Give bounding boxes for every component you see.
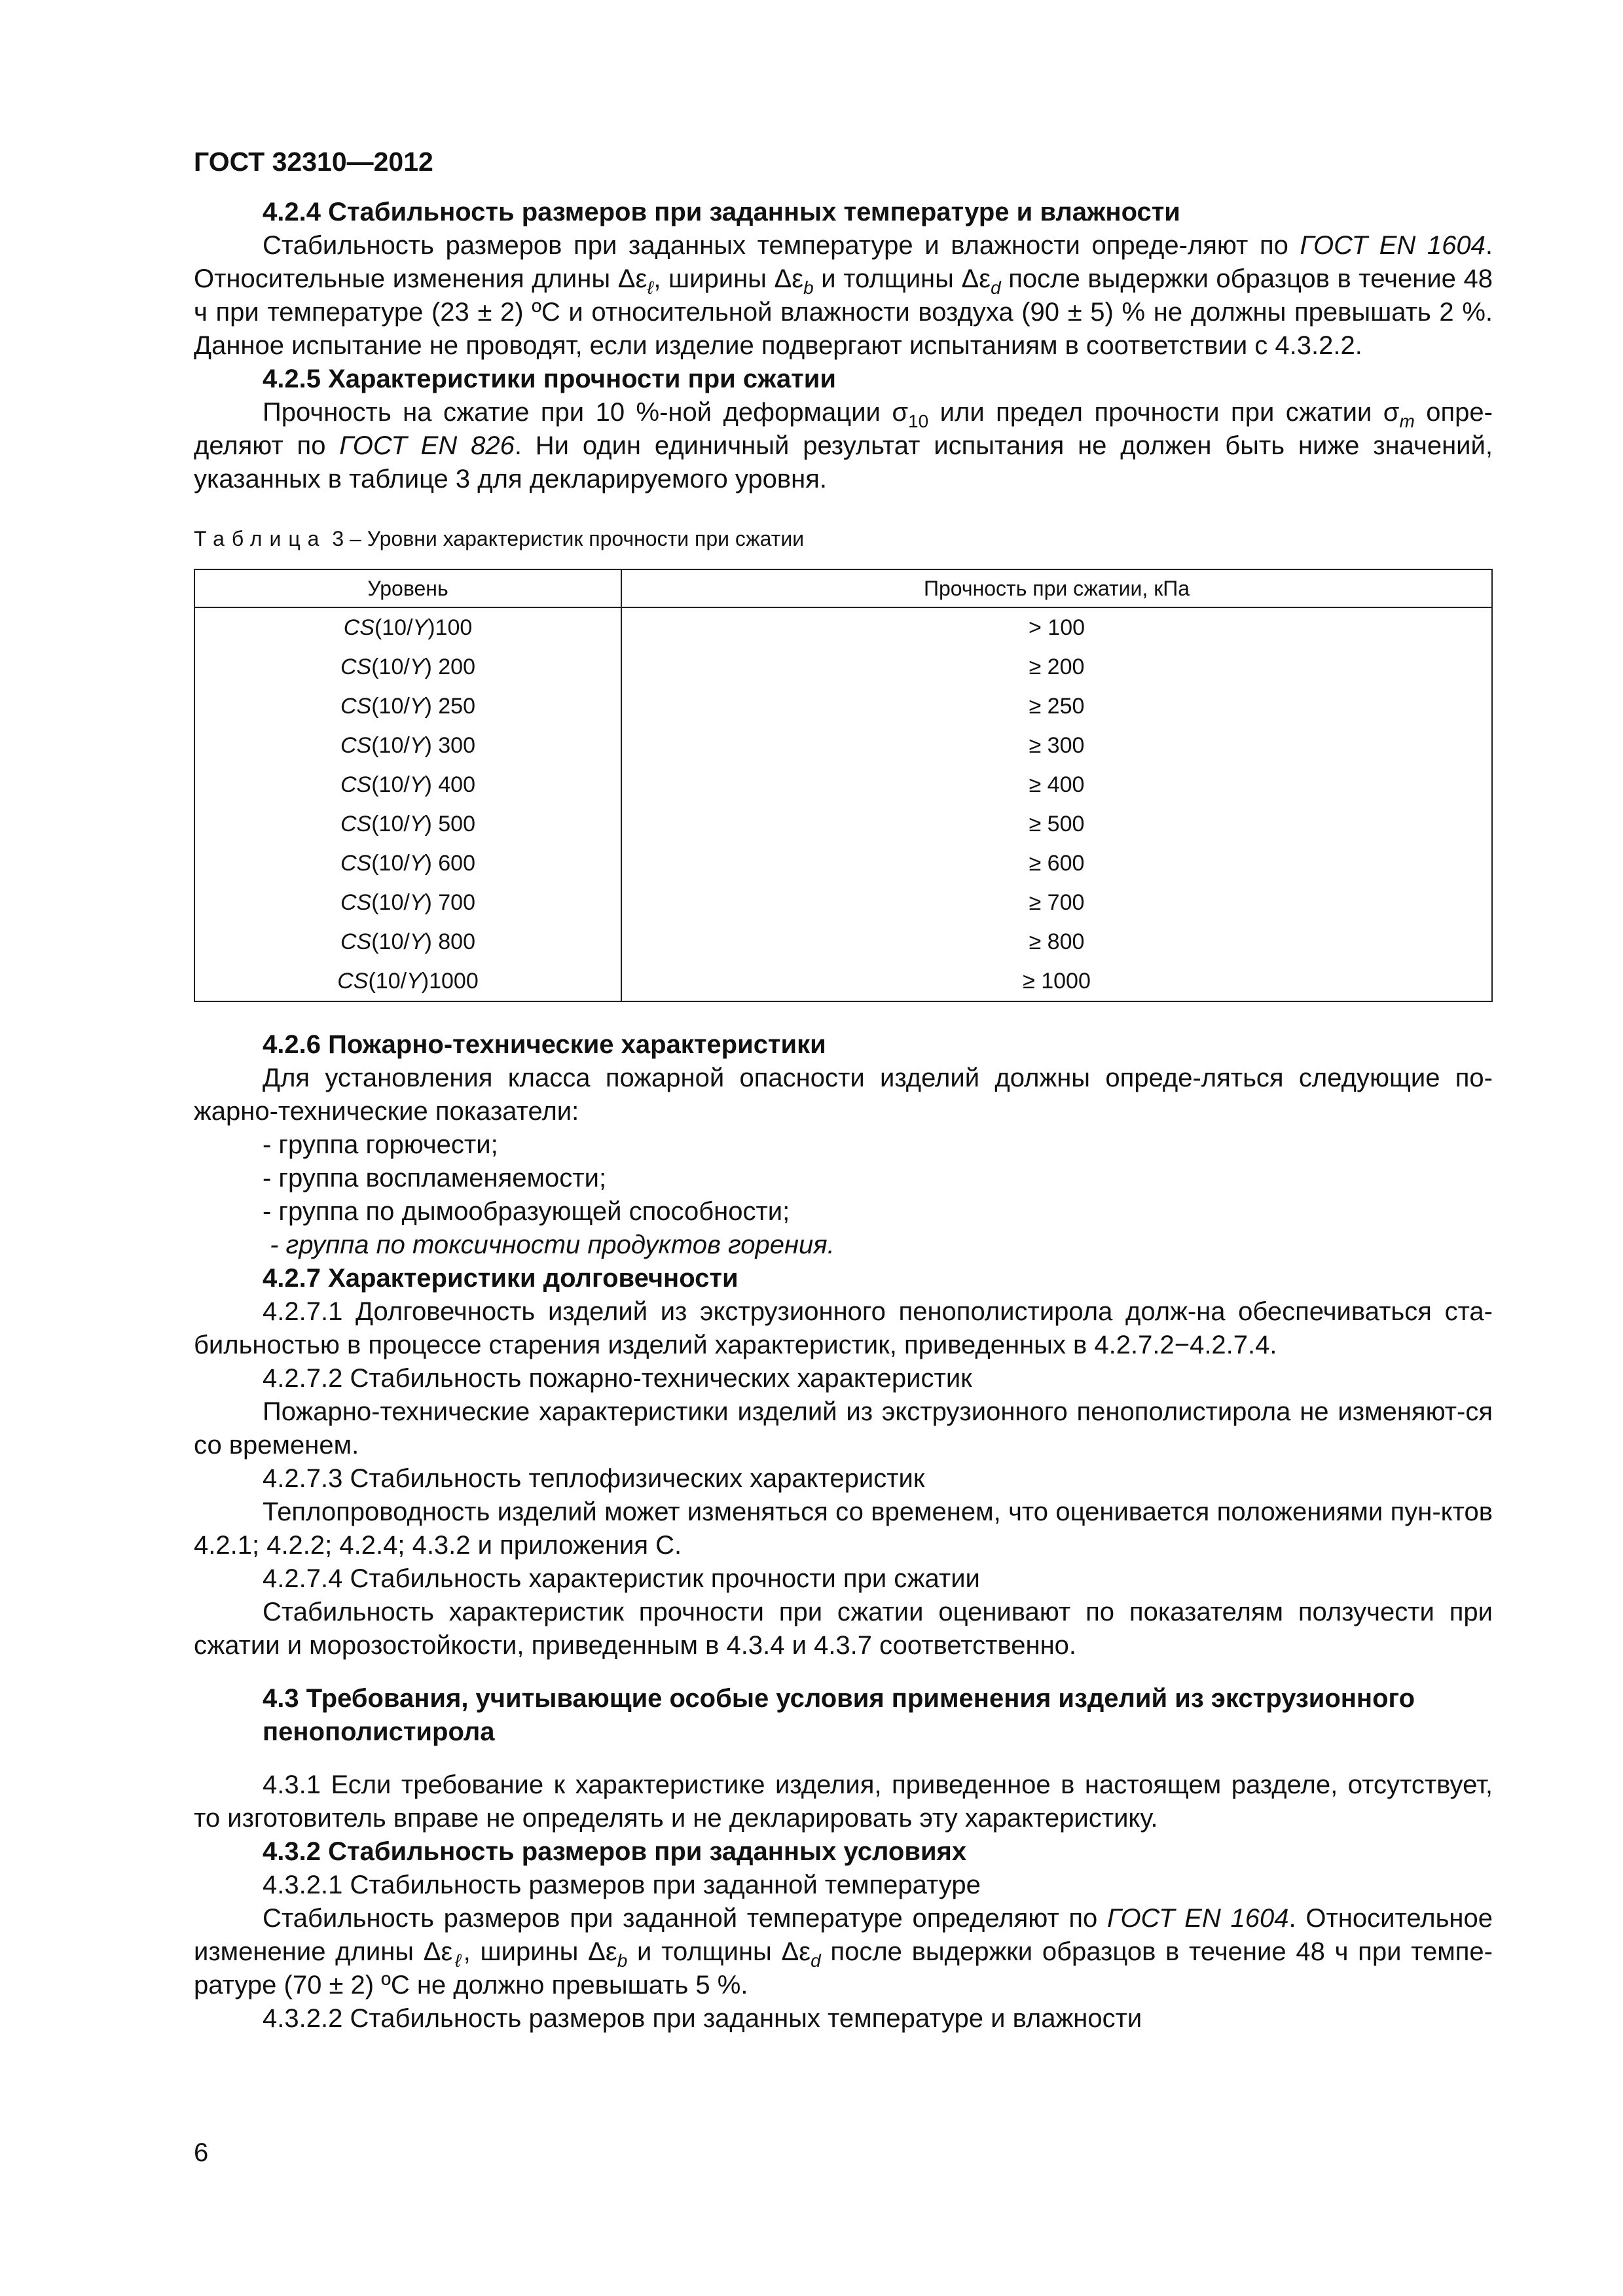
table-row [194,726,1492,765]
table-row [194,961,1492,1001]
standard-header: ГОСТ 32310—2012 [194,147,433,177]
level-cell: CS(10/Y) 800 [194,922,621,961]
delta-epsilon-l-symbol: $\Delta\varepsilon_\ell$ [423,1937,464,1971]
strength-cell: ≥ 400 [621,765,1492,804]
paragraph-4-2-7-3: Теплопроводность изделий может изменяться со временем, что оценивается положениями пун-ктов 4.2.1; 4.2.2; 4.2.4; 4.3.2 и приложения С. [194,1498,1493,1560]
subheading-4-2-7-3: 4.2.7.3 Стабильность теплофизических характеристик [263,1464,925,1493]
level-cell: CS(10/Y)100 [194,607,621,647]
strength-cell: ≥ 500 [621,804,1492,844]
section-4-2-5-heading: 4.2.5 Характеристики прочности при сжатии [263,365,836,393]
strength-cell: ≥ 250 [621,687,1492,726]
section-4-2-4-heading: 4.2.4 Стабильность размеров при заданных температуре и влажности [263,198,1180,226]
delta-epsilon-b-symbol: $\Delta\varepsilon_b$ [774,264,814,298]
table-row [194,687,1492,726]
section-4-3-heading: 4.3 Требования, учитывающие особые условия применения изделий из экструзионного пенополистирола [263,1684,1415,1746]
page-number: 6 [194,2138,209,2167]
list-item: - группа воспламеняемости; [263,1164,607,1193]
table-row [194,765,1492,804]
section-4-2-7-heading: 4.2.7 Характеристики долговечности [263,1264,739,1293]
section-4-2-5-text: Прочность на сжатие при 10 %-ной деформации $\sigma_{10}$ или предел прочности при сжатии $\sigma_m$ опре-деляют по ГОСТ EN 826. Ни один единичный результат испытания не должен быть ниже значений, указанных в таблице 3 для декларируемого уровня. [194,398,1493,493]
list-item: - группа горючести; [263,1130,498,1159]
table-row [194,883,1492,922]
sigma-m-symbol: $\sigma_m$ [1383,398,1415,431]
table-row [194,844,1492,883]
column-header-strength: Прочность при сжатии, кПа [621,569,1492,607]
strength-cell: ≥ 700 [621,883,1492,922]
column-header-level: Уровень [194,569,621,607]
paragraph-4-2-7-1: 4.2.7.1 Долговечность изделий из экструзионного пенополистирола долж-на обеспечиваться ста-бильностью в процессе старения изделий характеристик, приведенных в 4.2.7.2−4.2.7.4. [194,1297,1493,1359]
subheading-4-2-7-4: 4.2.7.4 Стабильность характеристик прочности при сжатии [263,1564,980,1593]
section-4-3-2-heading: 4.3.2 Стабильность размеров при заданных условиях [263,1837,967,1866]
paragraph-4-3-2-1: Стабильность размеров при заданной температуре определяют по ГОСТ EN 1604. Относительное изменение длины $\Delta\varepsilon_\ell$, ширины $\Delta\varepsilon_b$ и толщины $\Delta\varepsilon_d$ после выдержки образцов в течение 48 ч при темпе-ратуре (70 ± 2) ºС не должно превышать 5 %. [194,1904,1493,2000]
gost-en-826-reference: ГОСТ EN 826 [339,431,515,460]
table-row [194,607,1492,647]
table-3-body [194,607,1492,1001]
strength-cell: > 100 [621,607,1492,647]
level-cell: CS(10/Y)1000 [194,961,621,1001]
subheading-4-3-2-2: 4.3.2.2 Стабильность размеров при заданных температуре и влажности [263,2004,1142,2033]
section-4-2-4-text: Стабильность размеров при заданных температуре и влажности опреде-ляют по ГОСТ EN 1604. Относительные изменения длины $\Delta\varepsilon_\ell$, ширины $\Delta\varepsilon_b$ и толщины $\Delta\varepsilon_d$ после выдержки образцов в течение 48 ч при температуре (23 ± 2) ºС и относительной влажности воздуха (90 ± 5) % не должны превышать 2 %. Данное испытание не проводят, если изделие подвергают испытаниям в соответствии с 4.3.2.2. [194,231,1493,360]
section-4-2-6-text: Для установления класса пожарной опасности изделий должны опреде-ляться следующие по-жарно-технические показатели: [194,1064,1493,1126]
delta-epsilon-d-symbol: $\Delta\varepsilon_d$ [961,264,1001,298]
level-cell: CS(10/Y) 250 [194,687,621,726]
paragraph-4-3-1: 4.3.1 Если требование к характеристике изделия, приведенное в настоящем разделе, отсутствует, то изготовитель вправе не определять и не декларировать эту характеристику. [194,1770,1493,1833]
table-3 [194,569,1493,1002]
strength-cell: ≥ 1000 [621,961,1492,1001]
level-cell: CS(10/Y) 200 [194,647,621,687]
level-cell: CS(10/Y) 400 [194,765,621,804]
table-3-caption: Таблица 3 – Уровни характеристик прочности при сжатии [194,527,805,550]
level-cell: CS(10/Y) 300 [194,726,621,765]
table-row [194,922,1492,961]
document-page [194,145,1493,2036]
table-row [194,647,1492,687]
list-item: - группа по токсичности продуктов горения. [263,1230,835,1259]
strength-cell: ≥ 600 [621,844,1492,883]
strength-cell: ≥ 800 [621,922,1492,961]
paragraph-4-2-7-2: Пожарно-технические характеристики изделий из экструзионного пенополистирола не изменяют-ся со временем. [194,1397,1493,1460]
subheading-4-2-7-2: 4.2.7.2 Стабильность пожарно-технических характеристик [263,1364,972,1393]
gost-en-1604-reference: ГОСТ EN 1604 [1300,231,1486,260]
table-row [194,804,1492,844]
table-header-row [194,569,1492,607]
section-4-2-6-heading: 4.2.6 Пожарно-технические характеристики [263,1030,826,1059]
delta-epsilon-b-symbol: $\Delta\varepsilon_b$ [588,1937,628,1971]
paragraph-4-2-7-4: Стабильность характеристик прочности при сжатии оценивают по показателям ползучести при сжатии и морозостойкости, приведенным в 4.3.4 и 4.3.7 соответственно. [194,1598,1493,1660]
subheading-4-3-2-1: 4.3.2.1 Стабильность размеров при заданной температуре [263,1871,981,1899]
level-cell: CS(10/Y) 500 [194,804,621,844]
level-cell: CS(10/Y) 700 [194,883,621,922]
strength-cell: ≥ 300 [621,726,1492,765]
fire-indicators-list [194,1128,1493,1262]
delta-epsilon-l-symbol: $\Delta\varepsilon_\ell$ [617,264,654,298]
list-item: - группа по дымообразующей способности; [263,1197,790,1226]
sigma-10-symbol: $\sigma_{10}$ [892,398,929,431]
gost-en-1604-reference: ГОСТ EN 1604 [1107,1904,1289,1933]
level-cell: CS(10/Y) 600 [194,844,621,883]
delta-epsilon-d-symbol: $\Delta\varepsilon_d$ [781,1937,821,1971]
strength-cell: ≥ 200 [621,647,1492,687]
